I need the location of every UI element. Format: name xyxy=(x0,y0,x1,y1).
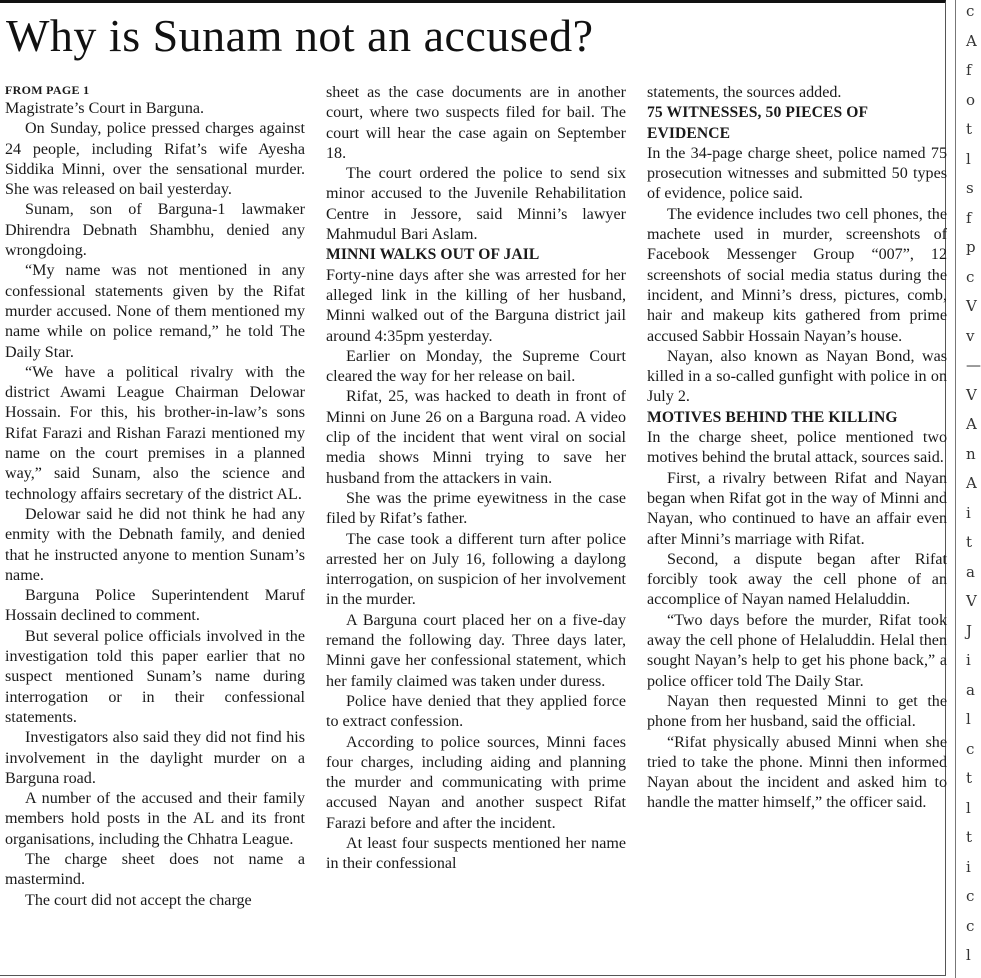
section-subhead: MOTIVES BEHIND THE KILLING xyxy=(647,408,898,426)
paragraph: “Two days before the murder, Rifat took away the cell phone of Helaluddin. Helal then sought Nayan’s help to get his phone back,” a police officer told The Daily Star. xyxy=(647,611,947,690)
paragraph: Forty-nine days after she was arrested for her alleged link in the killing of her husband, Minni walked out of the Barguna district jail around 4:35pm yesterday. xyxy=(326,266,626,345)
adjacent-letter: c xyxy=(966,916,975,935)
paragraph: The charge sheet does not name a mastermind. xyxy=(5,850,305,889)
column-3 xyxy=(647,83,947,976)
paragraph: The court did not accept the charge xyxy=(25,891,252,909)
paragraph: At least four suspects mentioned her name in their confessional xyxy=(326,834,626,873)
paragraph: Sunam, son of Barguna-1 lawmaker Dhirendra Debnath Shambhu, denied any wrongdoing. xyxy=(5,201,305,260)
column-2 xyxy=(326,83,626,976)
adjacent-letter: i xyxy=(966,651,971,669)
paragraph: A number of the accused and their family members hold posts in the AL and its front organisations, including the Chhatra League. xyxy=(5,790,305,848)
headline: Why is Sunam not an accused? xyxy=(6,10,594,61)
adjacent-letter: t xyxy=(966,828,973,846)
paragraph: But several police officials involved in the investigation told this paper earlier that no suspect mentioned Sunam’s name during interrogation or in their confessional statements. xyxy=(5,627,305,726)
adjacent-letter: c xyxy=(966,267,975,286)
adjacent-letter: A xyxy=(966,474,977,492)
adjacent-letter: v xyxy=(966,326,975,345)
adjacent-letter: l xyxy=(966,149,971,168)
paragraph: She was the prime eyewitness in the case filed by Rifat’s father. xyxy=(326,489,626,528)
adjacent-letter: l xyxy=(966,710,971,728)
adjacent-letter: f xyxy=(966,61,972,79)
page-jump-kicker: FROM PAGE 1 xyxy=(5,83,90,97)
paragraph: Magistrate’s Court in Barguna. xyxy=(5,100,205,117)
adjacent-letter: V xyxy=(966,385,977,404)
paragraph: “My name was not mentioned in any confessional statements given by the Rifat murder accused. None of them mentioned my name while on police remand,” he told The Daily Star. xyxy=(5,262,305,361)
adjacent-letter: f xyxy=(966,208,972,227)
paragraph: Investigators also said they did not find his involvement in the daylight murder on a Barguna road. xyxy=(5,729,305,787)
paragraph: statements, the sources added. xyxy=(647,84,842,101)
adjacent-letter: o xyxy=(966,90,976,109)
paragraph: Nayan, also known as Nayan Bond, was killed in a so-called gunfight with police in on July 2. xyxy=(647,347,947,406)
adjacent-letter: n xyxy=(966,444,976,463)
section-subhead: 75 WITNESSES, 50 PIECES OF EVIDENCE xyxy=(647,104,868,142)
paragraph: Earlier on Monday, the Supreme Court cleared the way for her release on bail. xyxy=(326,347,626,386)
paragraph: “We have a political rivalry with the district Awami League Chairman Delowar Hossain. For this, his brother-in-law’s sons Rifat Farazi and Rishan Farazi mentioned my name on the court premises in a planned way,” said Sunam, also the science and technology affairs secretary of the district AL. xyxy=(5,363,305,503)
paragraph: First, a rivalry between Rifat and Nayan began when Rifat got in the way of Minni and Nayan, who continued to have an affair even after Minni’s marriage with Rifat. xyxy=(647,469,947,548)
section-subhead: MINNI WALKS OUT OF JAIL xyxy=(326,246,540,264)
paragraph: In the 34-page charge sheet, police named 75 prosecution witnesses and submitted 50 types of evidence, police said. xyxy=(647,144,947,203)
paragraph: Police have denied that they applied force to extract confession. xyxy=(326,692,626,731)
adjacent-letter: a xyxy=(966,562,975,581)
adjacent-letter: i xyxy=(966,503,971,522)
paragraph: According to police sources, Minni faces four charges, including aiding and planning the murder and communicating with prime accused Nayan and another suspect Rifat Farazi before and after the incident. xyxy=(326,733,626,832)
adjacent-letter: l xyxy=(966,946,971,964)
adjacent-letter: i xyxy=(966,857,971,876)
adjacent-letter: t xyxy=(966,533,973,551)
adjacent-letter: l xyxy=(966,798,971,817)
adjacent-letter: V xyxy=(966,592,977,610)
paragraph: A Barguna court placed her on a five-day remand the following day. Three days later, Minni gave her confessional statement, which her family claimed was taken under duress. xyxy=(326,611,626,690)
column-1 xyxy=(5,83,305,976)
paragraph: The case took a different turn after police arrested her on July 16, following a daylong interrogation, on suspicion of her involvement in the murder. xyxy=(326,530,626,609)
paragraph: The evidence includes two cell phones, the machete used in murder, screenshots of Facebook Messenger Group “007”, 12 screenshots of social media status during the incident, and Minni’s dress, pictures, comb, hair and makeup kits gathered from prime accused Sabbir Hossain Nayan’s house. xyxy=(647,205,947,345)
paragraph: On Sunday, police pressed charges against 24 people, including Rifat’s wife Ayesha Siddika Minni, over the sensational murder. She was released on bail yesterday. xyxy=(5,120,305,199)
adjacent-letter: J xyxy=(966,621,973,640)
paragraph: Rifat, 25, was hacked to death in front of Minni on June 26 on a Barguna road. A video clip of the incident that went viral on social media shows Minni trying to save her husband from the attackers in vain. xyxy=(326,388,626,487)
adjacent-letter: p xyxy=(966,238,976,256)
adjacent-letter: c xyxy=(966,887,975,905)
adjacent-letter: A xyxy=(966,415,977,433)
adjacent-letter: c xyxy=(966,2,975,20)
adjacent-letter: V xyxy=(966,297,977,315)
adjacent-letter: s xyxy=(966,179,974,197)
adjacent-letter: a xyxy=(966,680,975,699)
paragraph: In the charge sheet, police mentioned two motives behind the brutal attack, sources said. xyxy=(647,429,947,467)
paragraph: sheet as the case documents are in another court, where two suspects filed for bail. The court will hear the case again on September 18. xyxy=(326,84,626,162)
paragraph: Barguna Police Superintendent Maruf Hossain declined to comment. xyxy=(5,587,305,625)
adjacent-letter: t xyxy=(966,769,973,787)
adjacent-letter: t xyxy=(966,120,973,138)
adjacent-letter: — xyxy=(966,356,981,374)
paragraph: Nayan then requested Minni to get the phone from her husband, said the official. xyxy=(647,692,947,731)
adjacent-letter: A xyxy=(966,31,977,50)
adjacent-letter: c xyxy=(966,739,975,758)
paragraph: Delowar said he did not think he had any enmity with the Debnath family, and denied that he instructed anyone to mention Sunam’s name. xyxy=(5,505,305,584)
paragraph: The court ordered the police to send six minor accused to the Juvenile Rehabilitation Centre in Jessore, said Minni’s lawyer Mahmudul Bari Aslam. xyxy=(326,165,626,244)
paragraph: “Rifat physically abused Minni when she tried to take the phone. Minni then informed Nayan about the incident and asked him to handle the matter himself,” the officer said. xyxy=(647,733,947,812)
paragraph: Second, a dispute began after Rifat forcibly took away the cell phone of an accomplice of Nayan named Helaluddin. xyxy=(647,550,947,609)
adjacent-article-edge xyxy=(955,0,981,978)
